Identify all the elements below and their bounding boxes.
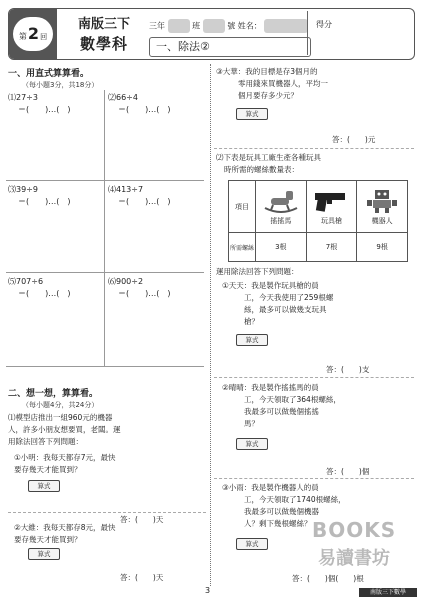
question-line: 馬？ xyxy=(244,419,259,428)
instruction: 運用除法回答下列問題： xyxy=(216,267,299,276)
problem-3 xyxy=(8,184,70,208)
question-tiantian xyxy=(222,280,418,328)
question-line: 人？剩下幾根螺絲？ xyxy=(244,519,312,528)
column-divider xyxy=(210,64,211,586)
problem-label: ⑸707÷6 xyxy=(8,277,44,286)
question-line: 我最多可以做幾個搖搖 xyxy=(244,407,319,416)
calc-label: 算式 xyxy=(236,108,268,120)
question-line: 工，今天我使用了259根螺 xyxy=(244,293,334,302)
question-line: 個月要存多少元？ xyxy=(238,91,298,100)
item-name: 搖搖馬 xyxy=(270,216,292,225)
problem-4 xyxy=(108,184,170,208)
grade-label: 三年 xyxy=(149,21,165,31)
answer-days-2[interactable]: 答：( )天 xyxy=(120,573,164,582)
robot-icon xyxy=(362,188,402,214)
question-line: ①天天：我是製作玩具槍的員 xyxy=(222,281,319,290)
section1-title: 一、用直式算算看。 xyxy=(8,69,90,79)
problem-label: ⑵66÷4 xyxy=(108,93,138,102)
answer-line[interactable]: ＝( )…( ) xyxy=(18,105,71,114)
score-box xyxy=(307,11,412,55)
intro-line: 時所需的螺絲數量表： xyxy=(224,165,299,174)
table-count-head: 所需螺絲 xyxy=(229,233,256,262)
calc-label: 算式 xyxy=(28,548,60,560)
problem-1 xyxy=(8,92,70,116)
calc-label: 算式 xyxy=(236,538,268,550)
count-cell: 3根 xyxy=(256,233,307,262)
answer-days-1[interactable]: 答：( )天 xyxy=(120,515,164,524)
seat-field[interactable] xyxy=(203,19,225,33)
rocking-horse-icon xyxy=(261,188,301,214)
intro-line: 用除法回答下列問題： xyxy=(8,437,83,446)
answer-line[interactable]: ＝( )…( ) xyxy=(118,105,171,114)
screw-table xyxy=(228,180,408,262)
answer-line[interactable]: ＝( )…( ) xyxy=(118,197,171,206)
problem-label: ⑹900÷2 xyxy=(108,277,144,286)
class-label: 班 xyxy=(192,21,201,31)
badge-prefix: 第 xyxy=(18,32,27,41)
subject-name: 數學科 xyxy=(79,35,128,53)
calc-label: 算式 xyxy=(236,334,268,346)
answer-robots[interactable]: 答：( )個( )根 xyxy=(292,574,364,583)
question-line: ②大維：我每天都存8元，最快 xyxy=(14,523,116,532)
question-line: 要存幾天才能買到？ xyxy=(14,535,82,544)
problem-label: ⑷413÷7 xyxy=(108,185,144,194)
intro-line: ⑵下表是玩具工廠生產各種玩具 xyxy=(216,153,321,162)
badge-panel xyxy=(9,9,57,59)
cell-toy-gun xyxy=(306,181,357,233)
question-line: ①小明：我每天都存7元，最快 xyxy=(14,453,116,462)
watermark-bookstore: 易讀書坊 xyxy=(318,548,390,569)
answer-line[interactable]: ＝( )…( ) xyxy=(18,289,71,298)
count-cell: 9根 xyxy=(357,233,408,262)
intro-line: ⑴模型店推出一組960元的機器 xyxy=(8,413,113,422)
question-line: ③大華：我的目標是存3個月的 xyxy=(216,67,318,76)
badge-number: 2 xyxy=(27,24,40,43)
answer-horses[interactable]: 答：( )個 xyxy=(326,467,370,476)
grid-horizontal-line xyxy=(6,272,204,273)
question-line: 要存幾天才能買到？ xyxy=(14,465,82,474)
separator xyxy=(214,148,414,149)
factory-intro xyxy=(216,152,416,176)
seat-label: 號 xyxy=(227,21,236,31)
table-row-head: 項目 xyxy=(229,181,256,233)
name-label: 姓名： xyxy=(237,21,262,31)
calc-label: 算式 xyxy=(28,480,60,492)
grid-horizontal-line xyxy=(6,366,204,367)
item-name: 機器人 xyxy=(371,216,393,225)
student-info-row xyxy=(149,19,308,35)
badge-suffix: 回 xyxy=(40,33,48,41)
cell-robot xyxy=(357,181,408,233)
watermark-books: BOOKS xyxy=(312,518,397,542)
question-qingqing xyxy=(222,382,418,430)
section2-note: （每小題4分，共24分） xyxy=(22,401,99,409)
item-name: 玩具槍 xyxy=(320,216,342,225)
grid-vertical-line xyxy=(104,90,105,366)
separator xyxy=(214,377,414,378)
section1-note: （每小題3分，共18分） xyxy=(22,81,99,89)
name-field[interactable] xyxy=(264,19,308,33)
question-line: 我最多可以做幾個機器 xyxy=(244,507,319,516)
toy-gun-icon xyxy=(311,188,351,214)
question-dahua xyxy=(216,66,416,102)
class-field[interactable] xyxy=(168,19,190,33)
unit-title: 一、除法② xyxy=(149,37,311,57)
answer-line[interactable]: ＝( )…( ) xyxy=(118,289,171,298)
subject-edition: 南版三下 xyxy=(77,17,130,32)
answer-yuan[interactable]: 答：( )元 xyxy=(332,135,376,144)
footer-label: 南版三下數學 xyxy=(359,588,417,597)
session-badge xyxy=(13,17,53,51)
problem-label: ⑴27÷3 xyxy=(8,93,38,102)
question-line: 工，今天領取了364根螺絲， xyxy=(244,395,341,404)
worksheet-header xyxy=(8,8,415,60)
separator xyxy=(8,512,206,513)
question-line: ②晴晴：我是製作搖搖馬的員 xyxy=(222,383,319,392)
intro-line: 人，許多小朋友想要買，老闆。運 xyxy=(8,425,121,434)
answer-line[interactable]: ＝( )…( ) xyxy=(18,197,71,206)
problem-label: ⑶39÷9 xyxy=(8,185,38,194)
question-line: 槍？ xyxy=(244,317,259,326)
problem-2 xyxy=(108,92,170,116)
question-line: 工，今天領取了1740根螺絲， xyxy=(244,495,346,504)
score-label: 得分 xyxy=(316,20,332,29)
section2-title: 二、想一想，算算看。 xyxy=(8,389,99,399)
grid-horizontal-line xyxy=(6,180,204,181)
problem-5 xyxy=(8,276,70,300)
question-line: ③小雨：我是製作機器人的員 xyxy=(222,483,319,492)
page-number: 3 xyxy=(205,586,211,595)
answer-guns[interactable]: 答：( )支 xyxy=(326,365,370,374)
section2-intro xyxy=(8,412,208,448)
question-line: 絲，最多可以做幾支玩具 xyxy=(244,305,327,314)
question-line: 零用錢來買機器人，平均一 xyxy=(238,79,328,88)
question-dawei xyxy=(14,522,208,546)
count-cell: 7根 xyxy=(306,233,357,262)
problem-6 xyxy=(108,276,170,300)
cell-rocking-horse xyxy=(256,181,307,233)
separator xyxy=(214,478,414,479)
calc-label: 算式 xyxy=(236,438,268,450)
question-xiaoming xyxy=(14,452,208,476)
